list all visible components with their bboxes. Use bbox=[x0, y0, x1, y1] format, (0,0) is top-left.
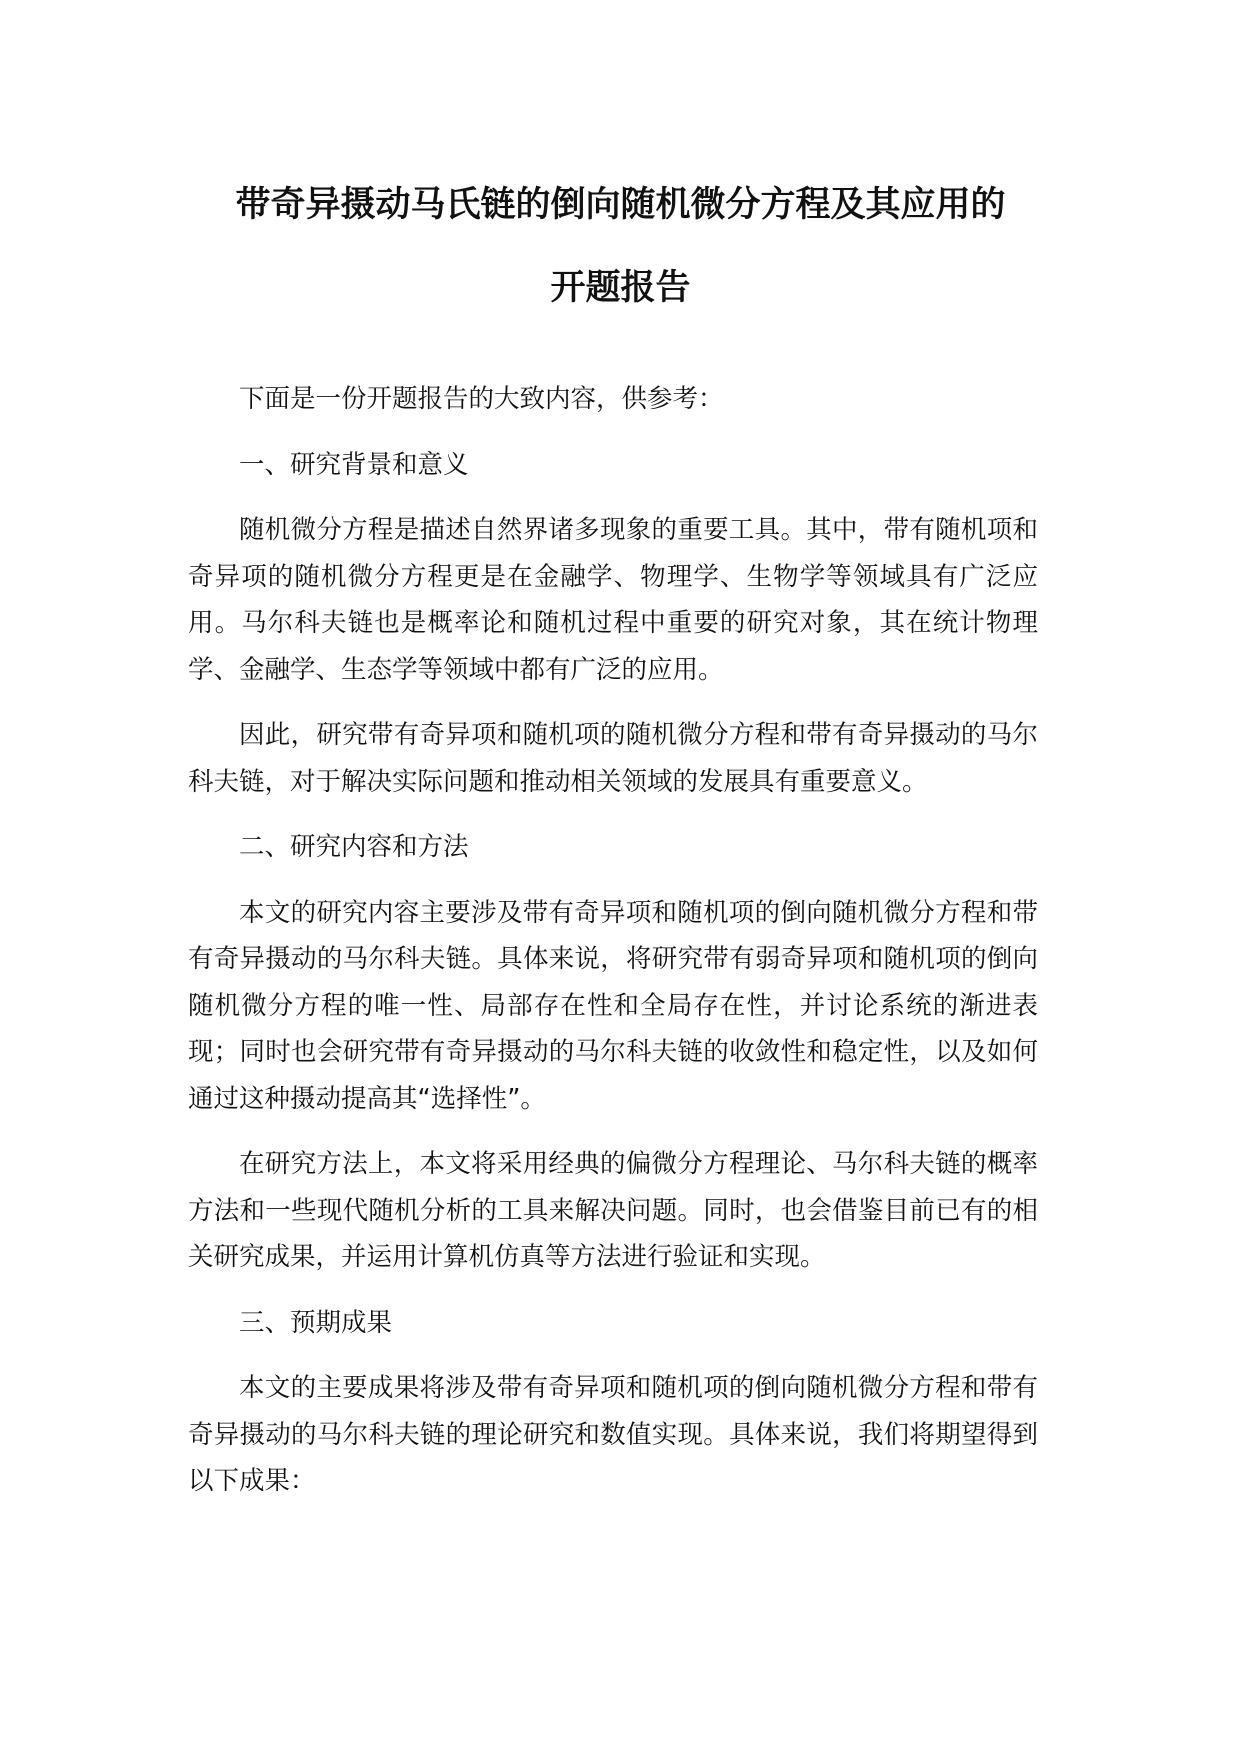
paragraph-methods-1: 在研究方法上，本文将采用经典的偏微分方程理论、马尔科夫链的概率方法和一些现代随机分析的工具来解决问题。同时，也会借鉴目前已有的相关研究成果，并运用计算机仿真等方法进行验证和实现。 bbox=[188, 1149, 1038, 1272]
section-heading-content-methods: 二、研究内容和方法 bbox=[239, 832, 469, 862]
document-body bbox=[188, 376, 1038, 1524]
document-title-line-1: 带奇异摄动马氏链的倒向随机微分方程及其应用的 bbox=[235, 185, 1006, 225]
paragraph-background-2: 因此，研究带有奇异项和随机项的随机微分方程和带有奇异摄动的马尔科夫链，对于解决实际问题和推动相关领域的发展具有重要意义。 bbox=[188, 720, 1038, 797]
paragraph-expected-results-1: 本文的主要成果将涉及带有奇异项和随机项的倒向随机微分方程和带有奇异摄动的马尔科夫链的理论研究和数值实现。具体来说，我们将期望得到以下成果： bbox=[188, 1373, 1038, 1496]
section-heading-expected-results: 三、预期成果 bbox=[239, 1307, 393, 1338]
section-heading-background: 一、研究背景和意义 bbox=[239, 449, 469, 480]
intro-text: 下面是一份开题报告的大致内容，供参考： bbox=[239, 384, 724, 414]
paragraph-content-1: 本文的研究内容主要涉及带有奇异项和随机项的倒向随机微分方程和带有奇异摄动的马尔科夫链。具体来说，将研究带有弱奇异项和随机项的倒向随机微分方程的唯一性、局部存在性和全局存在性，并讨论系统的渐进表现；同时也会研究带有奇异摄动的马尔科夫链的收敛性和稳定性，以及如何通过这种摄动提高其“选择性”。 bbox=[188, 897, 1038, 1114]
paragraph-background-1: 随机微分方程是描述自然界诸多现象的重要工具。其中，带有随机项和奇异项的随机微分方程更是在金融学、物理学、生物学等领域具有广泛应用。马尔科夫链也是概率论和随机过程中重要的研究对象，其在统计物理学、金融学、生态学等领域中都有广泛的应用。 bbox=[188, 515, 1038, 685]
document-title-line-2: 开题报告 bbox=[550, 268, 691, 308]
